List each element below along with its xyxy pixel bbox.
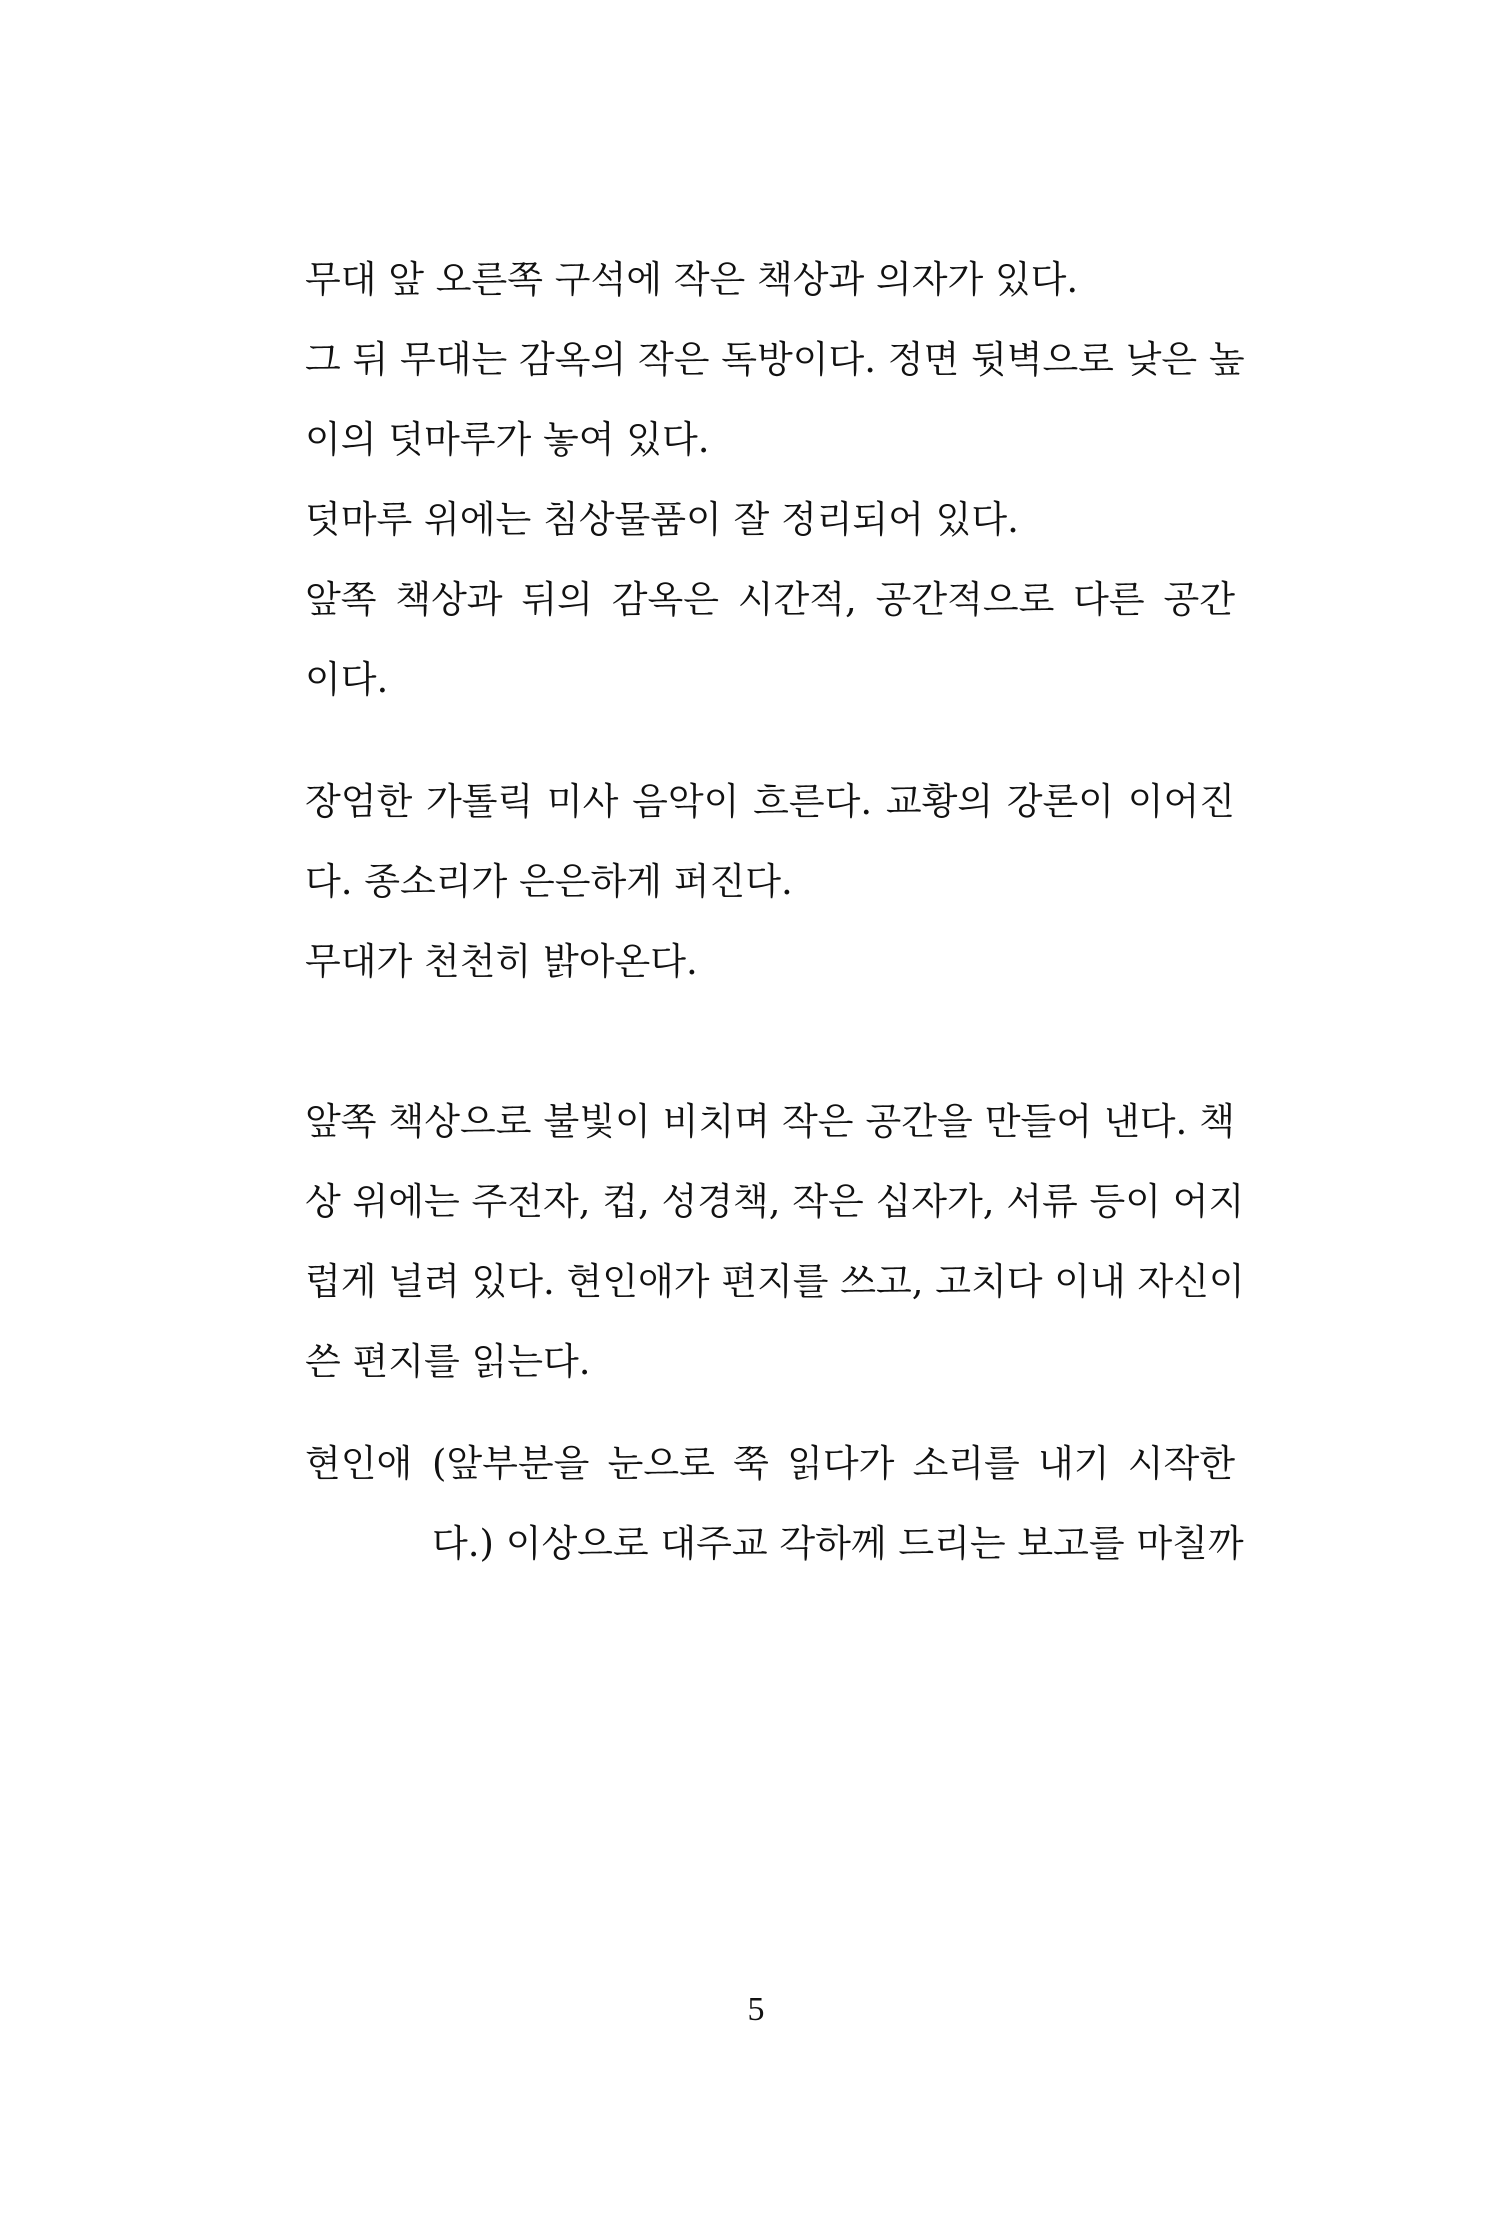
text-line: 덧마루 위에는 침상물품이 잘 정리되어 있다. bbox=[305, 498, 1019, 541]
text-line: 쓴 편지를 읽는다. bbox=[305, 1340, 591, 1383]
text-line: 장엄한 가톨릭 미사 음악이 흐른다. 교황의 강론이 이어진 bbox=[305, 780, 1235, 823]
stage-direction-paragraph bbox=[305, 240, 1245, 720]
page-number: 5 bbox=[747, 1991, 765, 2028]
dialogue-text: 다.) 이상으로 대주교 각하께 드리는 보고를 마칠까 bbox=[432, 1522, 1244, 1565]
text-line: 이다. bbox=[305, 658, 389, 701]
text-line: 무대 앞 오른쪽 구석에 작은 책상과 의자가 있다. bbox=[305, 258, 1079, 301]
stage-direction-paragraph bbox=[305, 1082, 1245, 1402]
text-line: 앞쪽 책상과 뒤의 감옥은 시간적, 공간적으로 다른 공간 bbox=[305, 578, 1235, 621]
speaker-name: 현인애 bbox=[305, 1442, 413, 1485]
text-line: 이의 덧마루가 놓여 있다. bbox=[305, 418, 710, 461]
dialogue-line bbox=[305, 1424, 1235, 1504]
text-line: 상 위에는 주전자, 컵, 성경책, 작은 십자가, 서류 등이 어지 bbox=[305, 1180, 1245, 1223]
text-line: 그 뒤 무대는 감옥의 작은 독방이다. 정면 뒷벽으로 낮은 높 bbox=[305, 338, 1245, 381]
dialogue-text: (앞부분을 눈으로 쭉 읽다가 소리를 내기 시작한 bbox=[432, 1442, 1235, 1485]
text-line: 무대가 천천히 밝아온다. bbox=[305, 940, 698, 983]
text-line: 럽게 널려 있다. 현인애가 편지를 쓰고, 고치다 이내 자신이 bbox=[305, 1260, 1245, 1303]
dialogue-block bbox=[305, 1424, 1244, 1584]
stage-direction-paragraph bbox=[305, 762, 1235, 1002]
dialogue-line bbox=[305, 1504, 1244, 1584]
text-line: 앞쪽 책상으로 불빛이 비치며 작은 공간을 만들어 낸다. 책 bbox=[305, 1100, 1235, 1143]
text-line: 다. 종소리가 은은하게 퍼진다. bbox=[305, 860, 793, 903]
